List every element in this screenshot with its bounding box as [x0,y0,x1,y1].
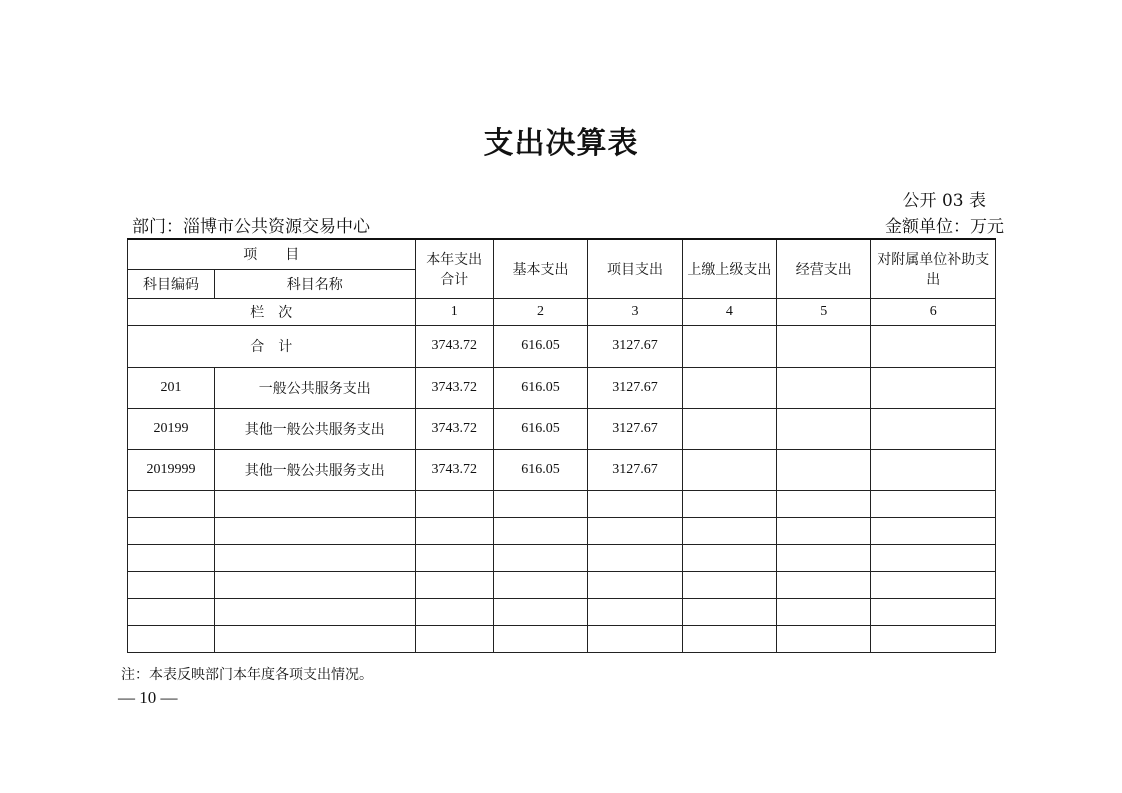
header-col6: 对附属单位补助支出 [871,239,996,298]
amount-cell [682,408,776,449]
amount-cell: 616.05 [493,367,587,408]
subject-name: 一般公共服务支出 [214,367,415,408]
total-cell: 3743.72 [415,325,493,367]
subject-code: 2019999 [128,449,215,490]
subject-name: 其他一般公共服务支出 [214,408,415,449]
amount-cell: 3127.67 [588,408,682,449]
empty-row [128,571,996,598]
amount-cell [777,408,871,449]
empty-row [128,544,996,571]
amount-cell: 3743.72 [415,449,493,490]
sequence-cell: 3 [588,298,682,325]
header-name: 科目名称 [214,269,415,298]
subject-name: 其他一般公共服务支出 [214,449,415,490]
amount-cell [777,367,871,408]
header-project: 项 目 [128,239,416,269]
amount-cell: 616.05 [493,408,587,449]
table-row [128,408,996,449]
amount-cell: 3743.72 [415,408,493,449]
department-name: 淄博市公共资源交易中心 [183,217,370,237]
department-line [132,212,370,237]
total-label: 合 计 [128,325,416,367]
sequence-cell: 6 [871,298,996,325]
page-number: — 10 — [118,688,178,707]
empty-row [128,625,996,652]
table-row [128,367,996,408]
total-cell: 616.05 [493,325,587,367]
header-col1: 本年支出合计 [415,239,493,298]
total-cell [777,325,871,367]
amount-cell: 3743.72 [415,367,493,408]
sequence-cell: 2 [493,298,587,325]
sequence-cell: 1 [415,298,493,325]
amount-cell: 616.05 [493,449,587,490]
amount-cell [682,367,776,408]
page-title: 支出决算表 [483,126,639,161]
sequence-row [128,298,996,325]
header-col3: 项目支出 [588,239,682,298]
amount-cell [871,449,996,490]
total-cell [871,325,996,367]
header-col5: 经营支出 [777,239,871,298]
total-cell [682,325,776,367]
empty-row [128,517,996,544]
sequence-cell: 5 [777,298,871,325]
empty-row [128,598,996,625]
footnote: 注：本表反映部门本年度各项支出情况。 [121,667,373,683]
sequence-cell: 4 [682,298,776,325]
total-cell: 3127.67 [588,325,682,367]
form-number: 公开 03 表 [902,191,986,211]
total-row [128,325,996,367]
amount-cell [682,449,776,490]
amount-cell: 3127.67 [588,367,682,408]
expenditure-table [127,238,996,653]
amount-cell: 3127.67 [588,449,682,490]
header-col2: 基本支出 [493,239,587,298]
department-label: 部门： [132,217,183,237]
amount-unit: 金额单位：万元 [885,217,1004,237]
subject-code: 201 [128,367,215,408]
header-code: 科目编码 [128,269,215,298]
amount-cell [871,408,996,449]
empty-row [128,490,996,517]
amount-cell [777,449,871,490]
amount-cell [871,367,996,408]
header-col4: 上缴上级支出 [682,239,776,298]
sequence-label: 栏 次 [128,298,416,325]
table-row [128,449,996,490]
subject-code: 20199 [128,408,215,449]
